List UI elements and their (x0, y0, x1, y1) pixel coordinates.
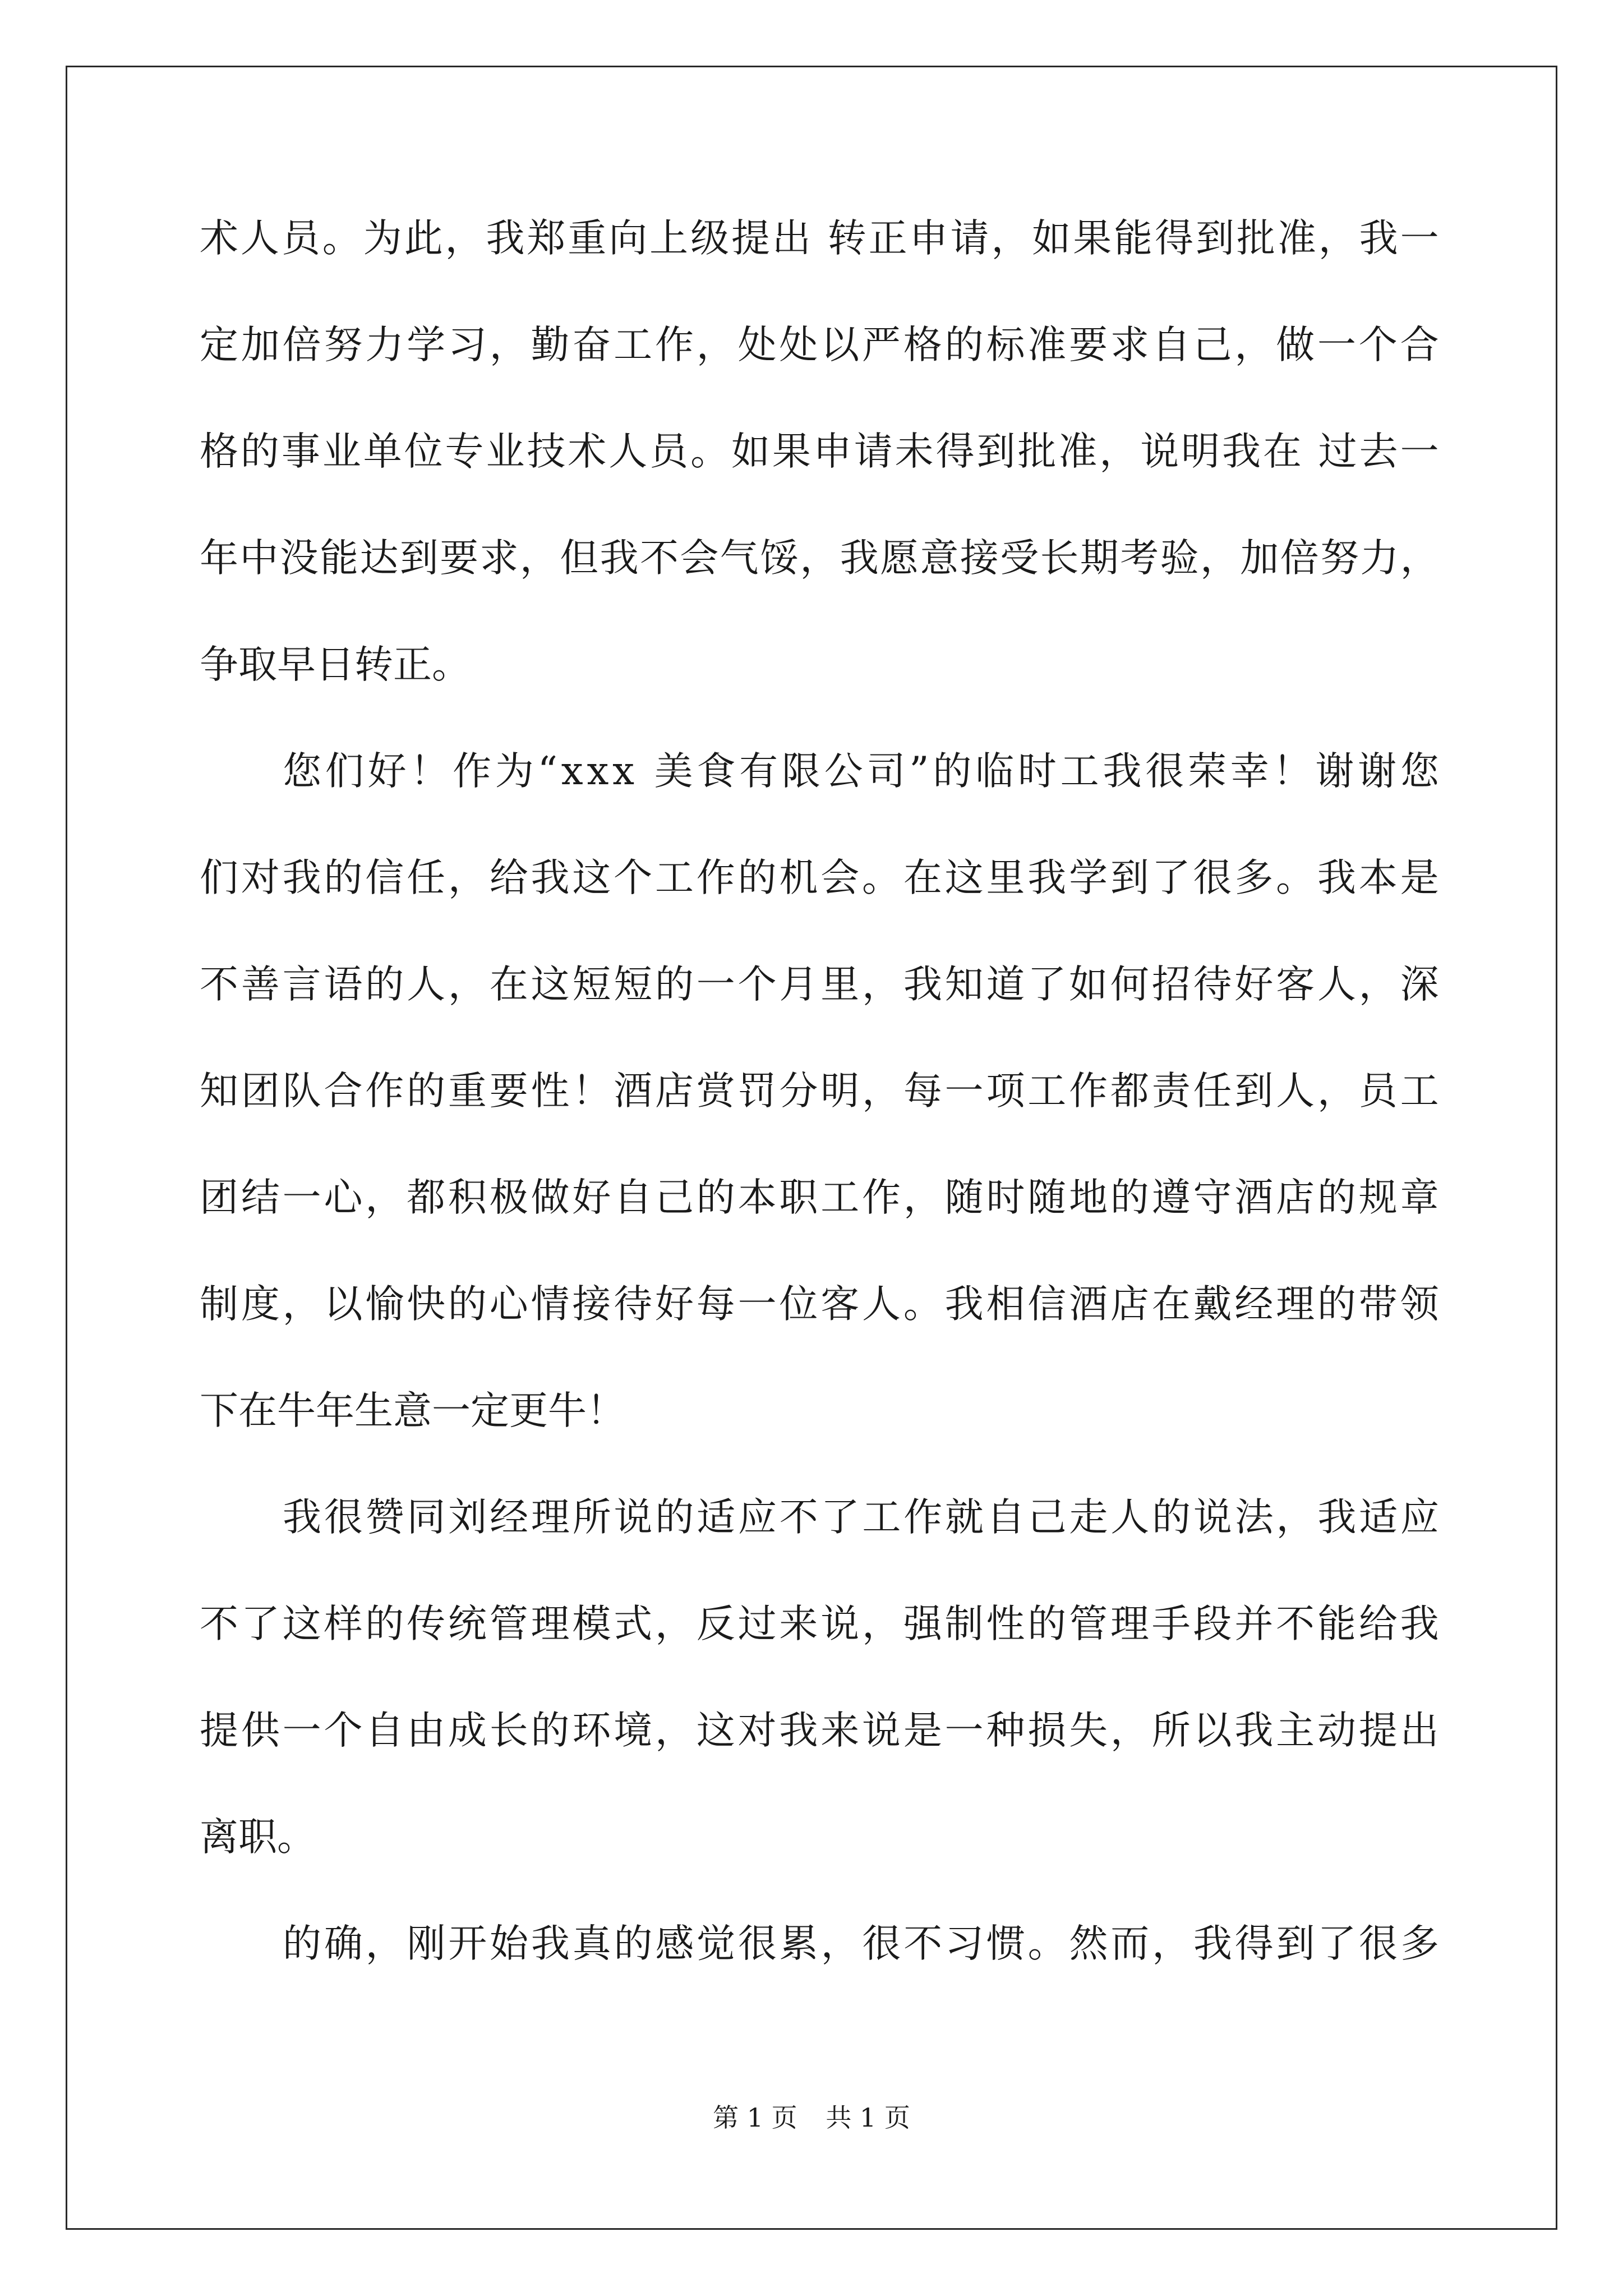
text-line: 您 们 好 ！ 作 为 “ x x x 美 食 有 限 公 司 ” 的 临 时 工 我 很 荣 幸 ！ 谢 谢 您 (283, 749, 1439, 794)
text-line: 争取早日转正。 (200, 642, 471, 687)
page-number: 第 1 页 (713, 2102, 797, 2133)
text-line: 不 了 这 样 的 传 统 管 理 模 式 ， 反 过 来 说 ， 强 制 性 的 管 理 手 段 并 不 能 给 我 (200, 1602, 1439, 1646)
text-line: 提 供 一 个 自 由 成 长 的 环 境 ， 这 对 我 来 说 是 一 种 损 失 ， 所 以 我 主 动 提 出 (200, 1708, 1439, 1753)
text-line: 团 结 一 心 ， 都 积 极 做 好 自 己 的 本 职 工 作 ， 随 时 随 地 的 遵 守 酒 店 的 规 章 (200, 1175, 1439, 1220)
text-line: 不 善 言 语 的 人 ， 在 这 短 短 的 一 个 月 里 ， 我 知 道 了 如 何 招 待 好 客 人 ， 深 (200, 962, 1439, 1007)
text-line: 格 的 事 业 单 位 专 业 技 术 人 员 。 如 果 申 请 未 得 到 批 准 ， 说 明 我 在 过 去 一 (200, 429, 1439, 474)
text-line: 术 人 员 。 为 此 ， 我 郑 重 向 上 级 提 出 转 正 申 请 ， 如 果 能 得 到 批 准 ， 我 一 (200, 216, 1439, 261)
page-footer (0, 2101, 1623, 2134)
page-total: 共 1 页 (826, 2102, 910, 2133)
text-line: 制 度 ， 以 愉 快 的 心 情 接 待 好 每 一 位 客 人 。 我 相 信 酒 店 在 戴 经 理 的 带 领 (200, 1282, 1439, 1327)
text-line: 知 团 队 合 作 的 重 要 性 ！ 酒 店 赏 罚 分 明 ， 每 一 项 工 作 都 责 任 到 人 ， 员 工 (200, 1069, 1439, 1114)
text-line: 年 中 没 能 达 到 要 求 ， 但 我 不 会 气 馁 ， 我 愿 意 接 受 长 期 考 验 ， 加 倍 努 力 ， (200, 536, 1439, 581)
text-line: 我 很 赞 同 刘 经 理 所 说 的 适 应 不 了 工 作 就 自 己 走 人 的 说 法 ， 我 适 应 (283, 1495, 1439, 1540)
text-line: 定 加 倍 努 力 学 习 ， 勤 奋 工 作 ， 处 处 以 严 格 的 标 准 要 求 自 己 ， 做 一 个 合 (200, 323, 1439, 367)
text-line: 的 确 ， 刚 开 始 我 真 的 感 觉 很 累 ， 很 不 习 惯 。 然 而 ， 我 得 到 了 很 多 (283, 1921, 1439, 1966)
page-border (66, 66, 1557, 2230)
text-line: 们 对 我 的 信 任 ， 给 我 这 个 工 作 的 机 会 。 在 这 里 我 学 到 了 很 多 。 我 本 是 (200, 855, 1439, 900)
text-line: 下在牛年生意一定更牛！ (200, 1388, 625, 1433)
text-line: 离职。 (200, 1815, 316, 1860)
